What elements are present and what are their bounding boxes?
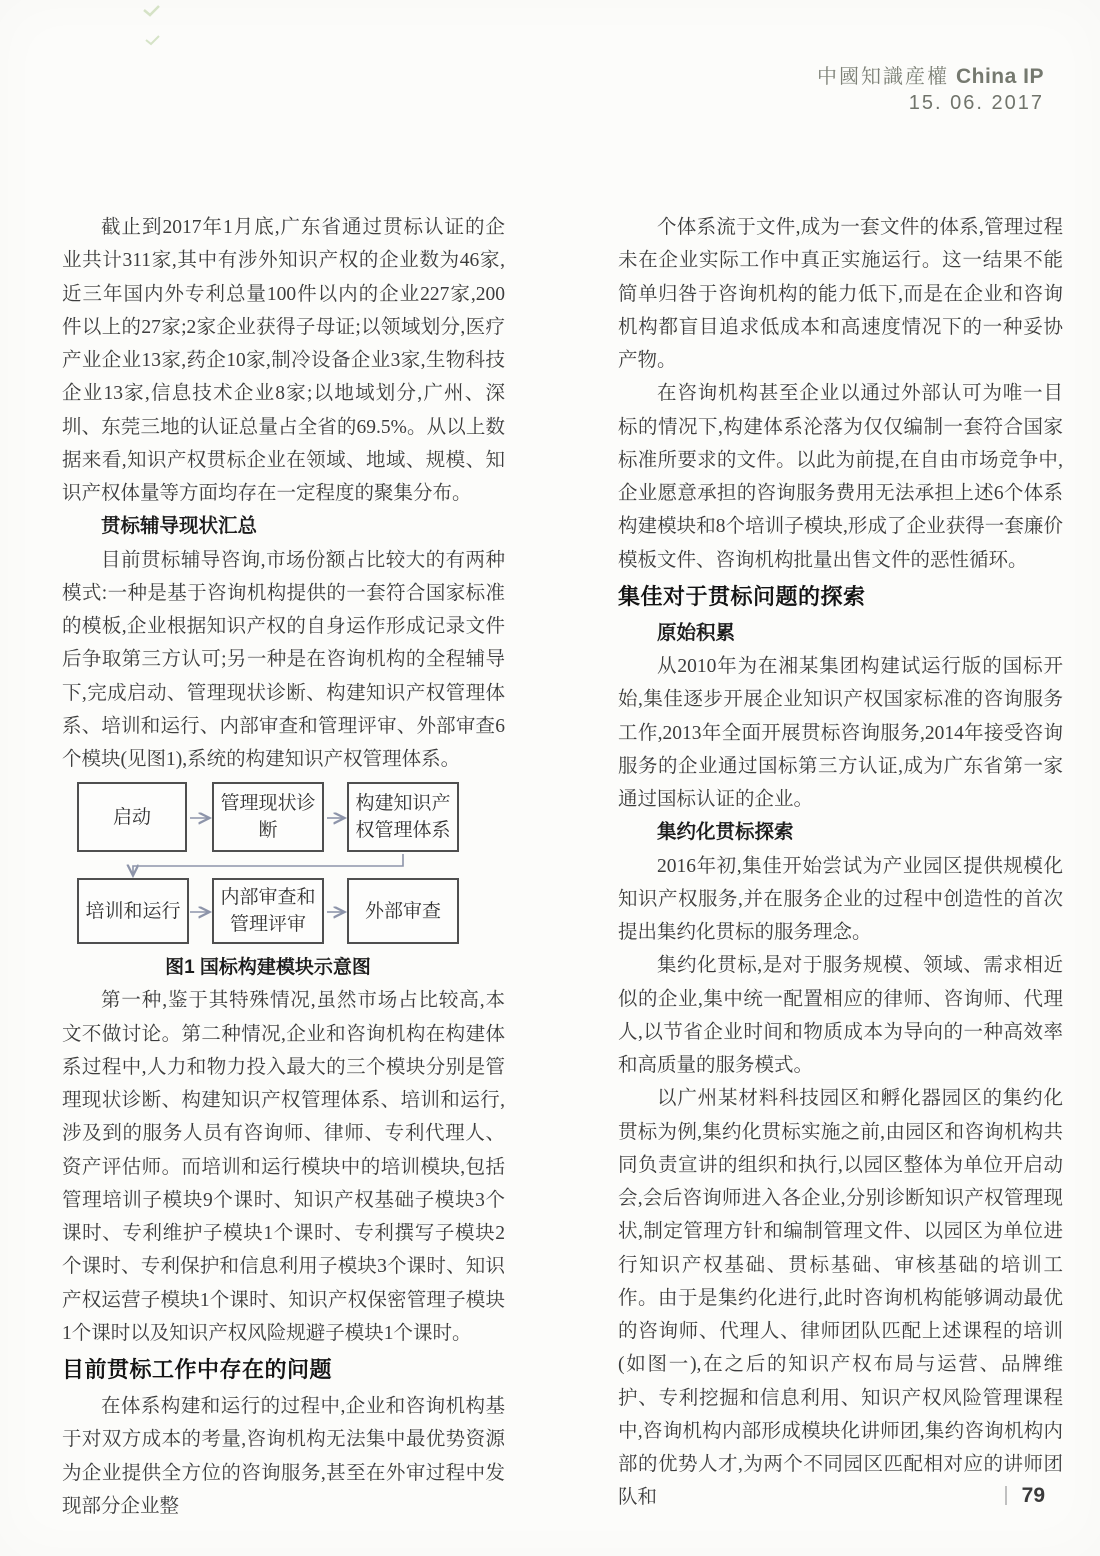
page-header [817, 60, 1044, 115]
paragraph-document-system: 个体系流于文件,成为一套文件的体系,管理过程未在企业实际工作中真正实施运行。这一结果不能简单归咎于咨询机构的能力低下,而是在企业和咨询机构都盲目追求低成本和高速度情况下的一种妥协产物。 [618, 217, 1063, 371]
paragraph-module-hours: 第一种,鉴于其特殊情况,虽然市场占比较高,本文不做讨论。第二种情况,企业和咨询机构在构建体系过程中,人力和物力投入最大的三个模块分别是管理现状诊断、构建知识产权管理体系、培训和运行,涉及到的服务人员有咨询师、律师、专利代理人、资产评估师。而培训和运行模块中的培训模块,包括管理培训子模块9个课时、知识产权基础子模块3个课时、专利维护子模块1个课时、专利撰写子模块2个课时、专利保护和信息利用子模块3个课时、知识产权运营子模块1个课时、知识产权保密管理子模块1个课时以及知识产权风险规避子模块1个课时。 [62, 990, 505, 1344]
magazine-title-cn: 中國知識産權 [816, 66, 949, 88]
flow-box-status-diagnosis: 管理现状诊断 [212, 782, 324, 852]
right-column [618, 211, 1063, 1515]
paragraph-cost-considerations: 在体系构建和运行的过程中,企业和咨询机构基于对双方成本的考量,咨询机构无法集中最优势资源为企业提供全方位的咨询服务,甚至在外审过程中发现部分企业整 [62, 1396, 505, 1517]
paragraph-vicious-cycle: 在咨询机构甚至企业以通过外部认可为唯一目标的情况下,构建体系沦落为仅仅编制一套符合国家标准所要求的文件。以此为前提,在自由市场竞争中,企业愿意承担的咨询服务费用无法承担上述6个体系构建模块和8个培训子模块,形成了企业获得一套廉价模板文件、咨询机构批量出售文件的恶性循环。 [618, 383, 1063, 571]
page-number-divider [1005, 1486, 1007, 1505]
paragraph-intensive-definition: 集约化贯标,是对于服务规模、领域、需求相近似的企业,集中统一配置相应的律师、咨询师、代理人,以节省企业时间和物质成本为导向的一种高效率和高质量的服务模式。 [618, 955, 1063, 1076]
magazine-title-en: China IP [955, 65, 1044, 88]
paragraph-two-coaching-modes: 目前贯标辅导咨询,市场份额占比较大的有两种模式:一种是基于咨询机构提供的一套符合国家标准的模板,企业根据知识产权的自身运作形成记录文件后争取第三方认可;另一种是在咨询机构的全程辅导下,完成启动、管理现状诊断、构建知识产权管理体系、培训和运行、内部审查和管理评审、外部审查6个模块(见图1),系统的构建知识产权管理体系。 [62, 549, 505, 770]
section-heading-current-problems: 目前贯标工作中存在的问题 [62, 1357, 333, 1382]
flow-box-training-operation: 培训和运行 [77, 878, 189, 944]
paragraph-guangzhou-park-example: 以广州某材料科技园区和孵化器园区的集约化贯标为例,集约化贯标实施之前,由园区和咨询机构共同负责宣讲的组织和执行,以园区整体为单位开启动会,会后咨询师进入各企业,分别诊断知识产权管理现状,制定管理方针和编制管理文件、以园区为单位进行知识产权基础、贯标基础、审核基础的培训工作。由于是集约化进行,此时咨询机构能够调动最优的咨询师、代理人、律师团队匹配上述课程的培训(如图一),在之后的知识产权布局与运营、品牌维护、专利挖掘和信息利用、知识产权风险管理课程中,咨询机构内部形成模块化讲师团,集约咨询机构内部的优势人才,为两个不同园区匹配相对应的讲师团队和 [618, 1088, 1063, 1509]
subheading-original-accumulation: 原始积累 [657, 621, 736, 644]
left-column [62, 211, 505, 1523]
flow-box-build-ip-system: 构建知识产权管理体系 [347, 782, 459, 852]
paragraph-history-since-2010: 从2010年为在湘某集团构建试运行版的国标开始,集佳逐步开展企业知识产权国家标准的咨询服务工作,2013年全面开展贯标咨询服务,2014年接受咨询服务的企业通过国标第三方认证,成为广东省第一家通过国标认证的企业。 [618, 656, 1063, 810]
subheading-coaching-status-summary: 贯标辅导现状汇总 [101, 515, 258, 538]
subheading-intensive-exploration: 集约化贯标探索 [657, 821, 794, 844]
flow-box-internal-audit-review: 内部审查和管理评审 [212, 878, 324, 944]
flow-box-start: 启动 [77, 782, 187, 852]
paragraph-certification-statistics: 截止到2017年1月底,广东省通过贯标认证的企业共计311家,其中有涉外知识产权的企业数为46家,近三年国内外专利总量100件以内的企业227家,200件以上的27家;2家企业获得子母证;以领域划分,医疗产业企业13家,药企10家,制冷设备企业3家,生物科技企业13家,信息技术企业8家;以地域划分,广州、深圳、东莞三地的认证总量占全省的69.5%。从以上数据来看,知识产权贯标企业在领域、地域、规模、知识产权体量等方面均存在一定程度的聚集分布。 [62, 217, 505, 504]
section-heading-unitalen-exploration: 集佳对于贯标问题的探索 [618, 583, 866, 609]
issue-date: 15. 06. 2017 [908, 92, 1044, 114]
page-footer [1005, 1484, 1045, 1508]
paragraph-2016-park-services: 2016年初,集佳开始尝试为产业园区提供规模化知识产权服务,并在服务企业的过程中创造性的首次提出集约化贯标的服务理念。 [618, 855, 1063, 943]
figure-caption: 图1 国标构建模块示意图 [165, 957, 371, 979]
scan-proof-marks-icon [138, 2, 168, 50]
page-number: 79 [1021, 1484, 1045, 1507]
flow-box-external-audit: 外部审查 [347, 878, 459, 944]
figure-1-flowchart [62, 780, 505, 984]
magazine-title [817, 60, 1044, 89]
